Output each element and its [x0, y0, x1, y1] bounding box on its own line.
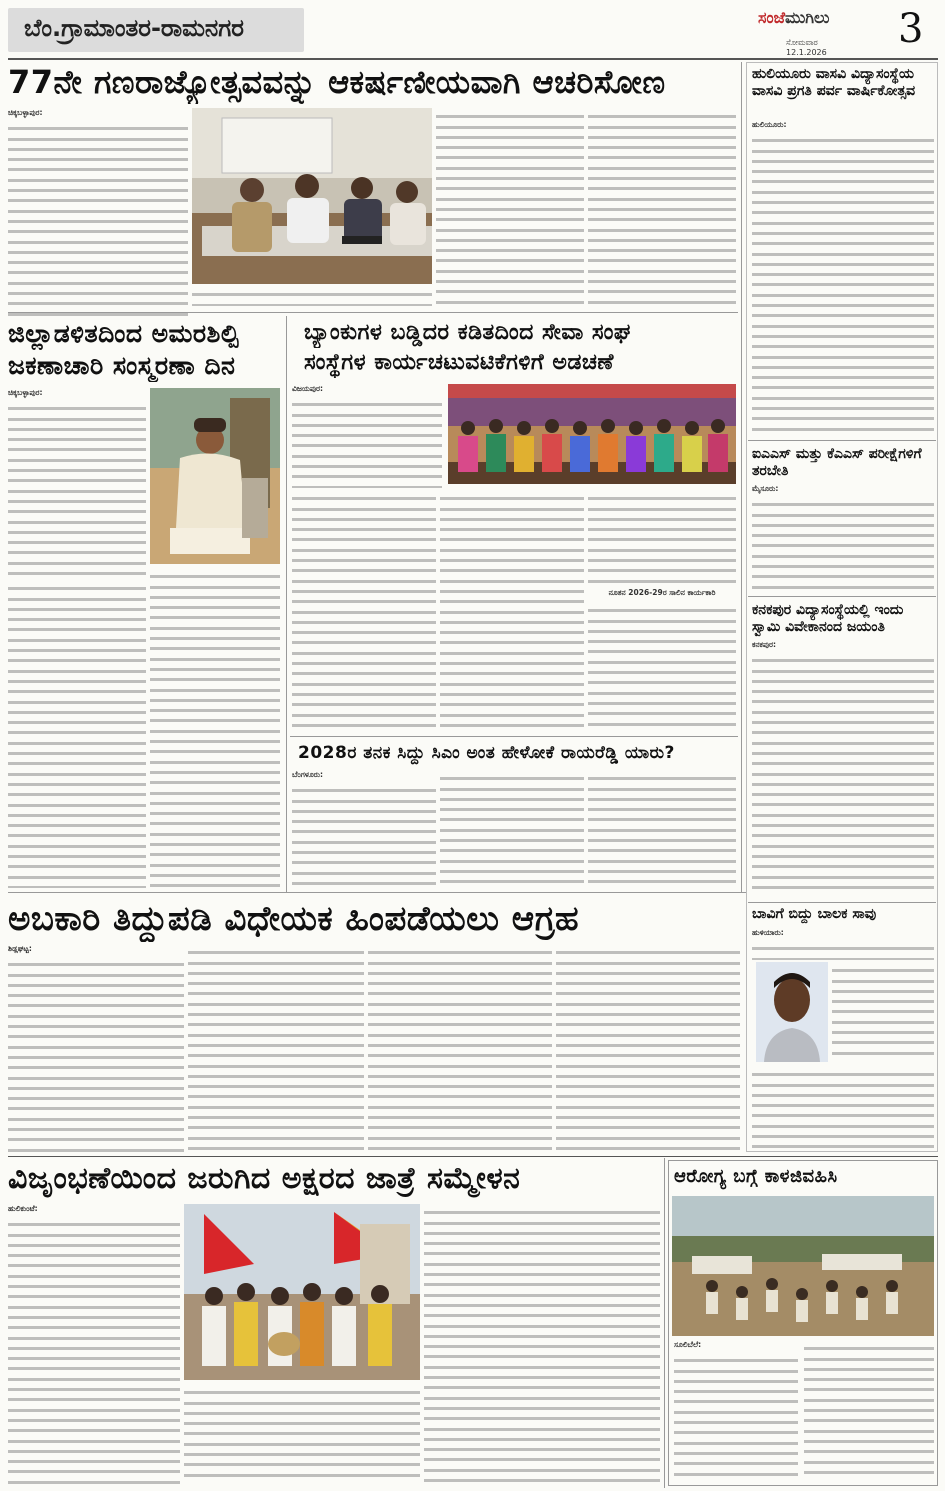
story7-camp-photo: [672, 1196, 934, 1336]
section-title: ಬೆಂ.ಗ್ರಾಮಾಂತರ-ರಾಮನಗರ: [24, 14, 244, 42]
story5-body-col1: [8, 956, 184, 1152]
side4-body-right: [832, 962, 934, 1062]
story7-dateline: ಸೂಲಿಬೆಲೆ:: [674, 1340, 702, 1349]
story6-headline: ವಿಜೃಂಭಣೆಯಿಂದ ಜರುಗಿದ ಅಕ್ಷರದ ಜಾತ್ರೆ ಸಮ್ಮೇಳನ: [8, 1161, 521, 1196]
story5-body-col3: [368, 944, 552, 1152]
side3-headline: ಕನಕಪುರ ವಿದ್ಯಾಸಂಸ್ಥೆಯಲ್ಲಿ ಇಂದು ಸ್ವಾಮಿ ವಿವೇಕಾನಂದ ಜಯಂತಿ: [752, 602, 904, 635]
story3-headline-line1: ಬ್ಯಾಂಕುಗಳ ಬಡ್ಡಿದರ ಕಡಿತದಿಂದ ಸೇವಾ ಸಂಘ: [304, 320, 631, 345]
rule: [8, 892, 746, 893]
rule: [286, 316, 287, 892]
story5-body-col2: [188, 944, 364, 1152]
rule: [664, 1158, 665, 1488]
issue-date: ಸೋಮವಾರ 12.1.2026: [786, 38, 827, 57]
story4-body-col1: [292, 782, 436, 888]
section-band: [8, 8, 304, 52]
story3-body-col3: [588, 490, 736, 586]
story1-headline: 77ನೇ ಗಣರಾಜ್ಯೋತ್ಸವವನ್ನು ಆಕರ್ಷಣೀಯವಾಗಿ ಆಚರಿಸೋಣ: [8, 63, 666, 101]
story5-dateline: ಶಿಡ್ಲಘಟ್ಟ:: [8, 944, 32, 953]
story3-body-top: [292, 396, 442, 488]
story4-headline: 2028ರ ತನಕ ಸಿದ್ದು ಸಿಎಂ ಅಂತ ಹೇಳೋಕೆ ರಾಯರೆಡ್ಡಿ ಯಾರು?: [298, 743, 675, 763]
story7-headline: ಆರೋಗ್ಯ ಬಗ್ಗೆ ಕಾಳಜಿವಹಿಸಿ: [674, 1166, 838, 1187]
story2-sculptor-painting: [150, 388, 280, 564]
story2-headline-line1: ಜಿಲ್ಲಾಡಳಿತದಿಂದ ಅಮರಶಿಲ್ಪಿ: [8, 319, 240, 348]
story5-headline: ಅಬಕಾರಿ ತಿದ್ದುಪಡಿ ವಿಧೇಯಕ ಹಿಂಪಡೆಯಲು ಆಗ್ರಹ: [8, 899, 580, 939]
story3-headline-line2: ಸಂಸ್ಥೆಗಳ ಕಾರ್ಯಚಟುವಟಿಕೆಗಳಿಗೆ ಅಡಚಣೆ: [304, 350, 614, 375]
side4-body-bottom: [752, 1066, 934, 1148]
story3-body-col1: [292, 490, 436, 730]
side1-headline: ಹುಲಿಯೂರು ವಾಸವಿ ವಿದ್ಯಾಸಂಸ್ಥೆಯ ವಾಸವಿ ಪ್ರಗತಿ ಪರ್ವ ವಾರ್ಷಿಕೋತ್ಸವ: [752, 66, 916, 99]
story2-body-col1a: [8, 400, 146, 576]
side2-dateline: ಮೈಸೂರು:: [752, 484, 779, 493]
story6-body-col3: [424, 1204, 660, 1484]
rule: [748, 440, 936, 441]
story4-body-col3: [588, 770, 736, 888]
story3-body-col2: [440, 490, 584, 730]
side4-headline: ಬಾವಿಗೆ ಬಿದ್ದು ಬಾಲಕ ಸಾವು: [752, 906, 877, 922]
story5-body-col4: [556, 944, 740, 1152]
side3-dateline: ಕನಕಪುರ:: [752, 640, 776, 649]
story1-meeting-photo: [192, 108, 432, 284]
side2-body: [752, 496, 934, 590]
story4-dateline: ಬೆಂಗಳೂರು:: [292, 770, 324, 779]
story3-box-title: ನೂತನ 2026-29ರ ಸಾಲಿನ ಕಾರ್ಯಕಾರಿ: [608, 588, 716, 597]
rule: [8, 312, 738, 313]
story6-body-col2: [184, 1384, 420, 1484]
rule: [8, 1156, 938, 1157]
story1-dateline: ಚಿಕ್ಕಬಳ್ಳಾಪುರ:: [8, 108, 43, 117]
story6-body-col1: [8, 1216, 180, 1484]
story3-group-photo: [448, 384, 736, 484]
story3-dateline: ವಿಜಯಪುರ:: [292, 384, 323, 393]
rule: [748, 596, 936, 597]
story6-procession-photo: [184, 1204, 420, 1380]
story2-body-col1b: [8, 580, 146, 888]
side4-dateline: ಹುಳಿಯಾರು:: [752, 928, 784, 937]
side1-dateline: ಹುಲಿಯೂರು:: [752, 120, 787, 129]
side1-body: [752, 132, 934, 432]
story6-dateline: ಹುಲಿಕುಂಟೆ:: [8, 1204, 38, 1213]
masthead: [758, 6, 938, 58]
side3-body: [752, 652, 934, 898]
brand-logo: ಸಂಜೆಮುಗಿಲು: [758, 8, 830, 27]
page-number: 3: [898, 6, 924, 52]
rule: [748, 902, 936, 903]
story3-office-bearers: [588, 602, 736, 730]
story1-body-col1: [8, 120, 188, 320]
rule: [290, 736, 738, 737]
story2-dateline: ಚಿಕ್ಕಬಳ್ಳಾಪುರ:: [8, 388, 43, 397]
story1-photo-caption: [192, 286, 432, 306]
side4-boy-photo: [756, 962, 828, 1062]
story1-body-col3: [436, 108, 584, 308]
story7-body-col1: [674, 1352, 798, 1482]
story2-body-col2: [150, 568, 280, 888]
story4-body-col2: [440, 770, 584, 888]
story1-body-col4: [588, 108, 736, 308]
story2-headline-line2: ಜಕಣಾಚಾರಿ ಸಂಸ್ಮರಣಾ ದಿನ: [8, 351, 236, 380]
side2-headline: ಐಎಎಸ್ ಮತ್ತು ಕೆಎಎಸ್ ಪರೀಕ್ಷೆಗಳಿಗೆ ತರಬೇತಿ: [752, 446, 922, 479]
story7-body-col2: [804, 1340, 934, 1482]
side4-body-top: [752, 940, 934, 960]
rule: [741, 62, 742, 892]
